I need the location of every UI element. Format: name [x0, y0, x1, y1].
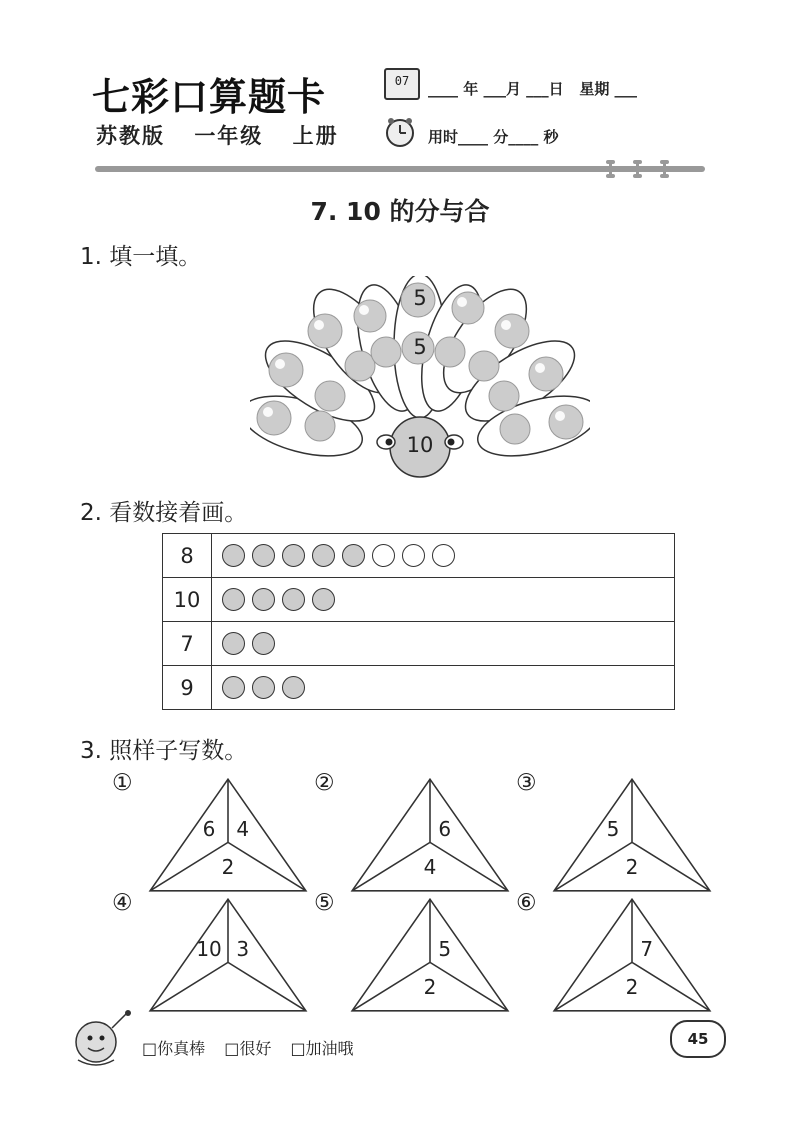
filled-circle: [222, 588, 245, 611]
number-bond-triangle: [148, 770, 308, 900]
edition-line: [96, 120, 359, 150]
rating-good[interactable]: □很好: [224, 1039, 272, 1058]
triangle-bottom-number: 2: [625, 854, 639, 879]
drawing-cell[interactable]: [212, 622, 675, 666]
filled-circle: [312, 588, 335, 611]
rating-options: [142, 1036, 368, 1059]
filled-circle: [282, 544, 305, 567]
drawing-table: [162, 533, 675, 710]
triangle-label: ①: [112, 770, 133, 796]
triangle-label: ④: [112, 890, 133, 916]
triangle-bottom-number: 2: [221, 854, 235, 879]
edition-publisher: 苏教版: [96, 124, 165, 148]
row-number: 8: [163, 534, 212, 578]
peacock-top-number: 5: [413, 286, 427, 310]
triangle-left-number: 5: [606, 817, 620, 842]
divider-pin: [636, 160, 639, 178]
filled-circle: [222, 632, 245, 655]
time-field[interactable]: 用时____ 分____ 秒: [428, 128, 559, 146]
triangle-right-number: 3: [236, 937, 250, 962]
section-1-heading: 1. 填一填。: [80, 244, 202, 270]
triangle-label: ⑥: [516, 890, 537, 916]
triangle-bottom-number: 4: [423, 854, 437, 879]
triangle-bottom-number: 2: [423, 974, 437, 999]
clock-icon: [384, 116, 416, 148]
peacock-body-number: 10: [406, 433, 434, 457]
empty-circle[interactable]: [402, 544, 425, 567]
divider-pin: [663, 160, 666, 178]
table-row: [163, 534, 675, 578]
filled-circle: [342, 544, 365, 567]
filled-circle: [312, 544, 335, 567]
triangle-right-number: 4: [236, 817, 250, 842]
triangle-bottom-number: 2: [625, 974, 639, 999]
triangle-label: ③: [516, 770, 537, 796]
triangle-left-number: 6: [202, 817, 216, 842]
table-row: [163, 666, 675, 710]
filled-circle: [222, 544, 245, 567]
peacock-second-number: 5: [413, 335, 427, 359]
triangle-right-number: 5: [438, 937, 452, 962]
filled-circle: [252, 588, 275, 611]
section-3-heading: 3. 照样子写数。: [80, 738, 248, 764]
brand-title: 七彩口算题卡: [92, 74, 327, 119]
number-bond-triangle: [552, 890, 712, 1020]
triangle-label: ②: [314, 770, 335, 796]
drawing-cell[interactable]: [212, 534, 675, 578]
triangle-right-number: 6: [438, 817, 452, 842]
mascot-icon: [66, 1008, 136, 1070]
filled-circle: [252, 632, 275, 655]
date-field[interactable]: ____ 年 ___月 ___日 星期 ___: [428, 80, 638, 98]
triangle-right-number: 7: [640, 937, 654, 962]
number-bond-triangle: [350, 890, 510, 1020]
drawing-cell[interactable]: [212, 666, 675, 710]
filled-circle: [252, 544, 275, 567]
table-row: [163, 622, 675, 666]
divider-pin: [609, 160, 612, 178]
empty-circle[interactable]: [432, 544, 455, 567]
row-number: 10: [163, 578, 212, 622]
row-number: 9: [163, 666, 212, 710]
filled-circle: [222, 676, 245, 699]
row-number: 7: [163, 622, 212, 666]
table-row: [163, 578, 675, 622]
number-bond-triangle: [350, 770, 510, 900]
section-2-heading: 2. 看数接着画。: [80, 500, 248, 526]
header-divider: [95, 166, 705, 172]
number-bond-triangle: [552, 770, 712, 900]
filled-circle: [282, 588, 305, 611]
rating-excellent[interactable]: □你真棒: [142, 1039, 206, 1058]
lesson-title: 7. 10 的分与合: [310, 197, 490, 226]
page-number: 45: [670, 1020, 726, 1058]
calendar-icon: [384, 68, 420, 100]
filled-circle: [252, 676, 275, 699]
triangle-left-number: 10: [196, 937, 222, 962]
empty-circle[interactable]: [372, 544, 395, 567]
drawing-cell[interactable]: [212, 578, 675, 622]
filled-circle: [282, 676, 305, 699]
edition-volume: 上册: [292, 124, 339, 148]
edition-grade: 一年级: [194, 124, 264, 148]
rating-keep-trying[interactable]: □加油哦: [290, 1039, 354, 1058]
number-bond-triangle: [148, 890, 308, 1020]
triangle-label: ⑤: [314, 890, 335, 916]
calendar-day: 07: [394, 74, 410, 88]
